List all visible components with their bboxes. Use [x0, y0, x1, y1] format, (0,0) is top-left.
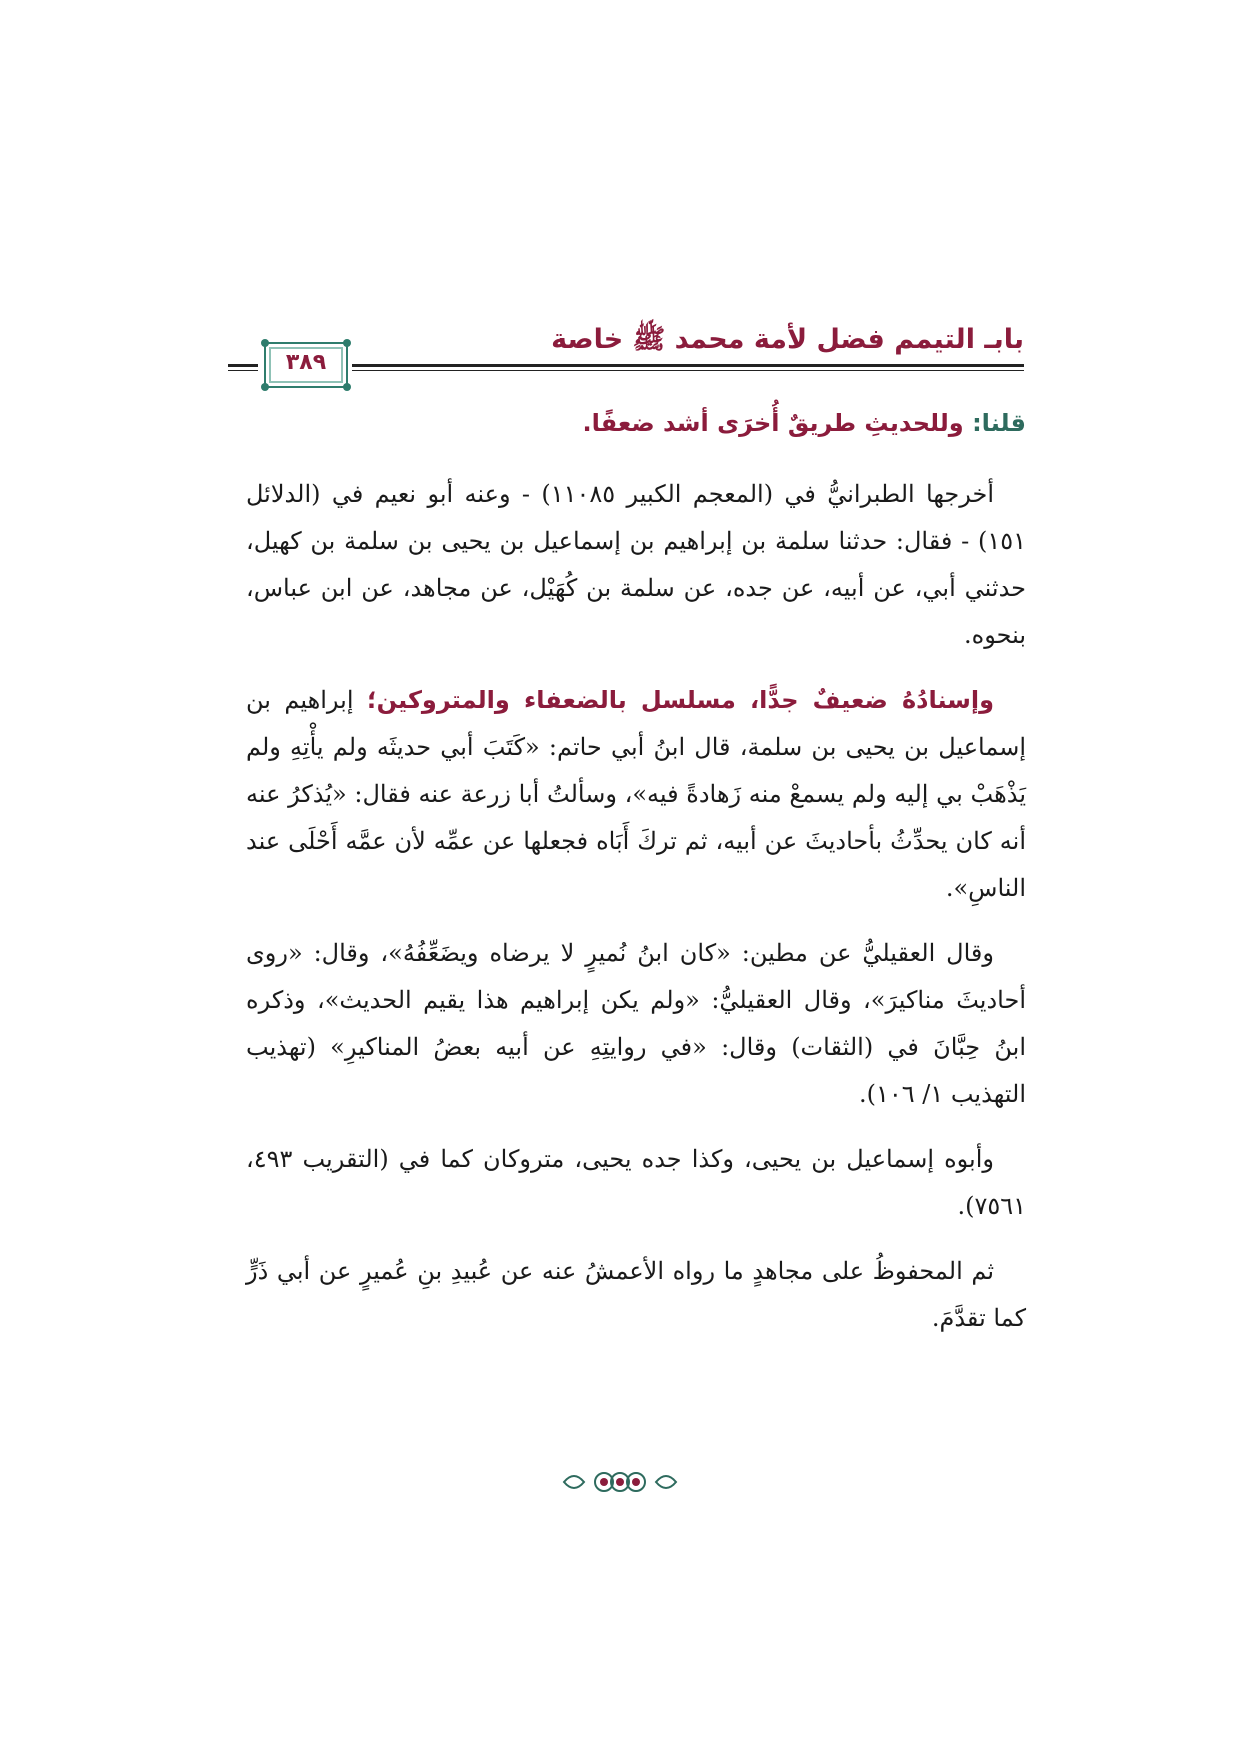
- paragraph-2: [246, 677, 1026, 912]
- paragraph-5: ثم المحفوظُ على مجاهدٍ ما رواه الأعمشُ عنه عن عُبيدِ بنِ عُميرٍ عن أبي ذَرٍّ كما تقدَّمَ.: [246, 1257, 1026, 1332]
- frame-corner: [261, 383, 269, 391]
- page-header: [228, 322, 1024, 382]
- paragraph-2-body: إبراهيم بن إسماعيل بن يحيى بن سلمة، قال ابنُ أبي حاتم: «كَتَبَ أبي حديثَه ولم يأْتِهِ ولم يَذْهَبْ بي إليه ولم يسمعْ منه زَهادةً فيه»، وسألتُ أبا زرعة عنه فقال: «يُذكرُ عنه أنه كان يحدِّثُ بأحاديثَ عن أبيه، ثم تركَ أَبَاه فجعلها عن عمِّه لأن عمَّه أَحْلَى عند الناسِ».: [246, 686, 1026, 902]
- frame-corner: [343, 339, 351, 347]
- header-rule: [352, 364, 1024, 371]
- subheading-label: قلنا:: [972, 409, 1026, 437]
- page-number-frame: [264, 342, 348, 388]
- section-subheading: [246, 405, 1026, 441]
- paragraph-2-lead: وإسنادُهُ ضعيفٌ جدًّا، مسلسل بالضعفاء والمتروكين؛: [366, 686, 995, 714]
- paragraph-4: وأبوه إسماعيل بن يحيى، وكذا جده يحيى، متروكان كما في (التقريب ٤٩٣، ٧٥٦١).: [246, 1145, 1026, 1220]
- chapter-title: بابـ التيمم فضل لأمة محمد ﷺ خاصة: [551, 324, 1024, 355]
- subheading-text: وللحديثِ طريقٌ أُخرَى أشد ضعفًا.: [582, 409, 964, 437]
- main-text: [246, 405, 1026, 1360]
- frame-corner: [261, 339, 269, 347]
- frame-corner: [343, 383, 351, 391]
- paragraph-3: وقال العقيليُّ عن مطين: «كان ابنُ نُميرٍ لا يرضاه ويضَعِّفُهُ»، وقال: «روى أحاديثَ مناكيرَ»، وقال العقيليُّ: «ولم يكن إبراهيم هذا يقيم الحديث»، وذكره ابنُ حِبَّانَ في (الثقات) وقال: «في روايتِهِ عن أبيه بعضُ المناكيرِ» (تهذيب التهذيب ١/ ١٠٦).: [246, 939, 1026, 1108]
- page-number: ٣٨٩: [285, 350, 327, 375]
- end-ornament-icon: [560, 1462, 680, 1502]
- paragraph-1: أخرجها الطبرانيُّ في (المعجم الكبير ١١٠٨٥) - وعنه أبو نعيم في (الدلائل ١٥١) - فقال: حدثنا سلمة بن إبراهيم بن إسماعيل بن يحيى بن سلمة بن كهيل، حدثني أبي، عن أبيه، عن جده، عن سلمة بن كُهَيْل، عن مجاهد، عن ابن عباس، بنحوه.: [246, 480, 1026, 649]
- header-rule-left: [228, 364, 258, 371]
